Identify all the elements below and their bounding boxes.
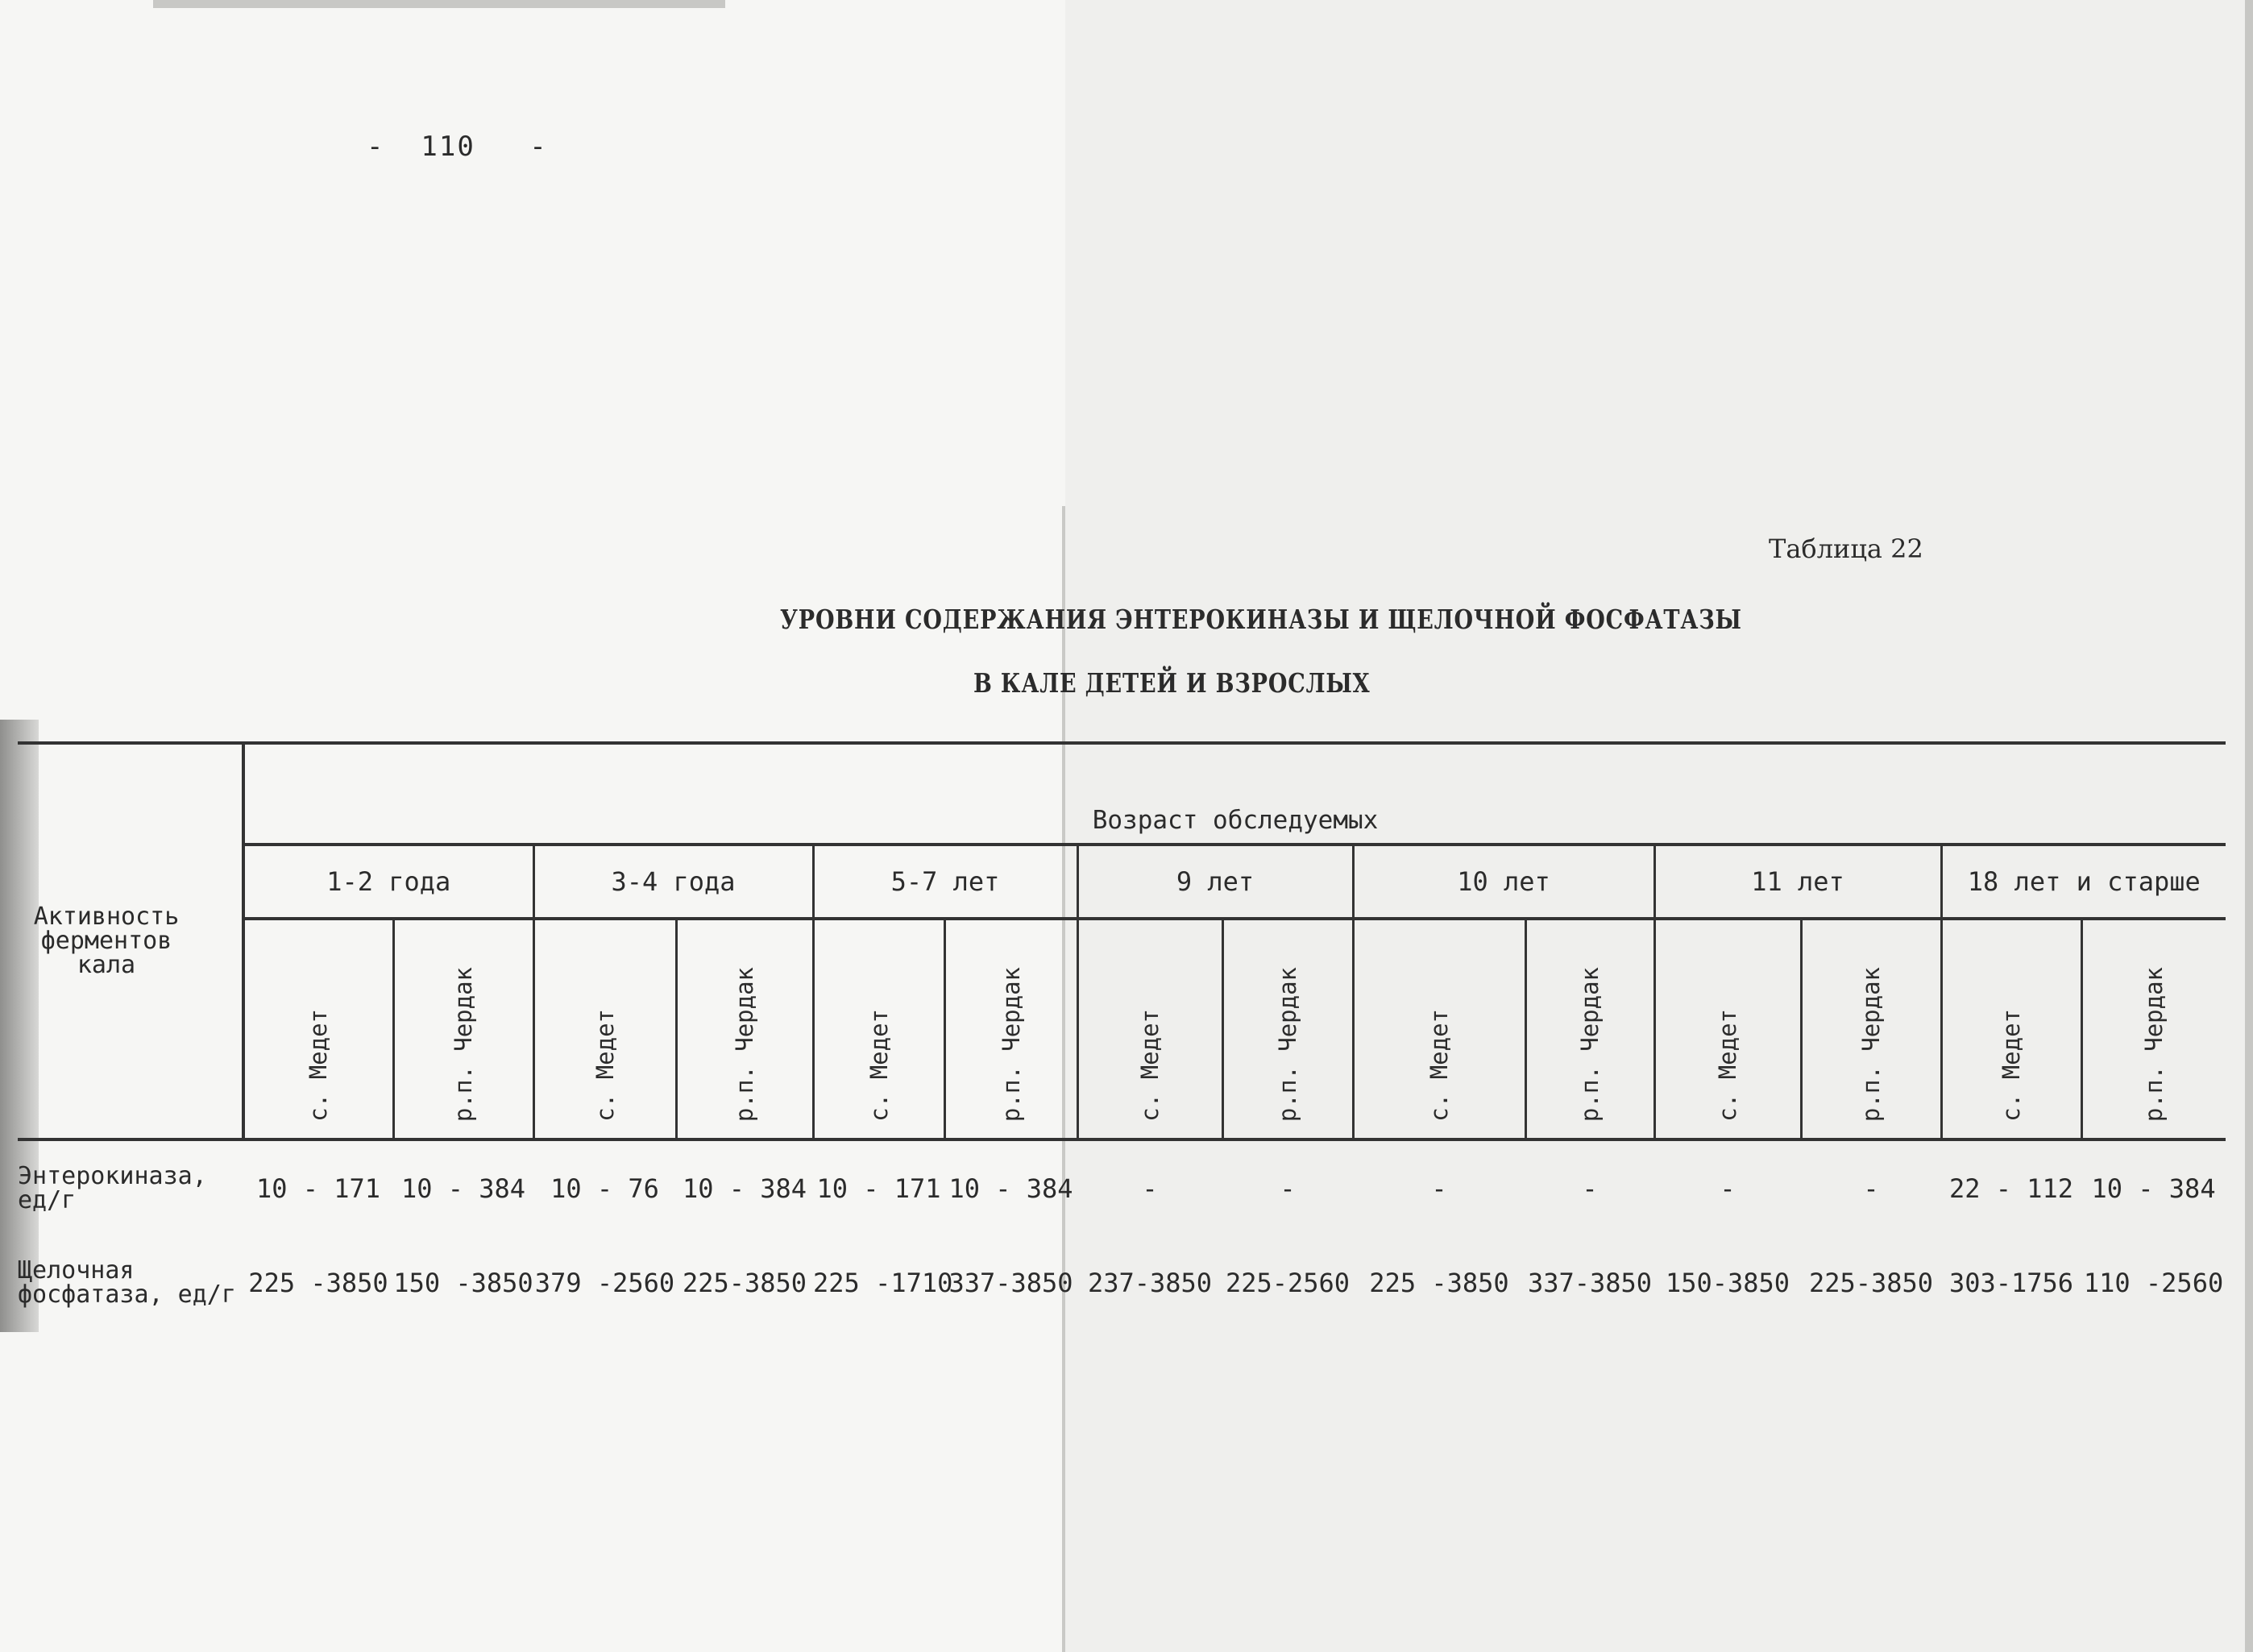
- table-cell: -: [1720, 1173, 1736, 1204]
- table-cell: -: [1280, 1173, 1296, 1204]
- table-cell: -: [1142, 1173, 1158, 1204]
- site-header: [1654, 919, 1801, 1139]
- site-header: [944, 919, 1077, 1139]
- site-header: [1077, 919, 1222, 1139]
- table-cell: -: [1863, 1173, 1879, 1204]
- age-header-10: 10 лет: [1353, 845, 1654, 919]
- table-cell: 237-3850: [1087, 1267, 1213, 1298]
- site-label: р.п. Чердак: [1576, 966, 1604, 1122]
- site-label: р.п. Чердак: [450, 966, 477, 1122]
- table-cell: 225-2560: [1225, 1267, 1351, 1298]
- site-label: р.п. Чердак: [1274, 966, 1301, 1122]
- table-cell: 225 -3850: [248, 1267, 388, 1298]
- table-cell: 303-1756: [1948, 1267, 2074, 1298]
- table-cell: 379 -2560: [534, 1267, 675, 1298]
- table-cell: 110 -2560: [2083, 1267, 2224, 1298]
- table-cell: -: [1582, 1173, 1598, 1204]
- table-cell: 225 -3850: [1369, 1267, 1509, 1298]
- age-header-5-7: 5-7 лет: [813, 845, 1077, 919]
- row-label-alkaline-phosphatase: Щелочная фосфатаза, ед/г: [18, 1256, 236, 1309]
- site-label: с. Медет: [591, 1009, 619, 1122]
- table-title-line-2: В КАЛЕ ДЕТЕЙ И ВЗРОСЛЫХ: [973, 667, 1371, 699]
- age-group-header: [243, 743, 2226, 845]
- site-label: р.п. Чердак: [997, 966, 1025, 1122]
- table-cell: 150 -3850: [393, 1267, 533, 1298]
- table-cell: 10 - 384: [2091, 1173, 2216, 1204]
- site-label: р.п. Чердак: [731, 966, 758, 1122]
- corner-header-text: Активность ферментов кала: [33, 903, 180, 979]
- site-header: [676, 919, 813, 1139]
- table-cell: 10 - 76: [550, 1173, 659, 1204]
- site-header: [243, 919, 393, 1139]
- site-header: [1353, 919, 1525, 1139]
- site-header: [1801, 919, 1941, 1139]
- table-cell: 225-3850: [682, 1267, 807, 1298]
- age-header-3-4: 3-4 года: [533, 845, 813, 919]
- table-title-line-1: УРОВНИ СОДЕРЖАНИЯ ЭНТЕРОКИНАЗЫ И ЩЕЛОЧНОЙ ФОСФАТАЗЫ: [780, 604, 1742, 635]
- table-row-alkaline-phosphatase: [18, 1235, 2226, 1330]
- top-scan-smudge: [153, 0, 725, 8]
- table-cell: 10 - 384: [682, 1173, 807, 1204]
- site-header: [1525, 919, 1654, 1139]
- site-label: р.п. Чердак: [2140, 966, 2168, 1122]
- site-label: с. Медет: [1136, 1009, 1164, 1122]
- site-header: [393, 919, 533, 1139]
- site-header: [533, 919, 676, 1139]
- site-label: р.п. Чердак: [1857, 966, 1885, 1122]
- table-cell: 150-3850: [1665, 1267, 1790, 1298]
- site-label: с. Медет: [1425, 1009, 1453, 1122]
- table-cell: 22 - 112: [1948, 1173, 2074, 1204]
- site-header: [2081, 919, 2226, 1139]
- site-label: с. Медет: [1714, 1009, 1741, 1122]
- site-header: [1222, 919, 1353, 1139]
- age-header-1-2: 1-2 года: [243, 845, 533, 919]
- page-number: - 110 -: [367, 131, 548, 163]
- age-header-11: 11 лет: [1654, 845, 1941, 919]
- table-row-enterokinase: [18, 1139, 2226, 1235]
- table-cell: 10 - 384: [948, 1173, 1073, 1204]
- row-label-enterokinase: Энтерокиназа, ед/г: [18, 1161, 207, 1214]
- corner-header-cell: [18, 743, 243, 1139]
- table-cell: 337-3850: [1527, 1267, 1653, 1298]
- data-table-container: [18, 741, 2226, 1330]
- age-header-9: 9 лет: [1077, 845, 1353, 919]
- right-edge-shadow: [2245, 0, 2253, 1652]
- site-header: [813, 919, 944, 1139]
- enzyme-levels-table: [18, 741, 2226, 1330]
- site-label: с. Медет: [1998, 1009, 2025, 1122]
- table-cell: 225-3850: [1808, 1267, 1934, 1298]
- age-group-header-text: Возраст обследуемых: [1092, 806, 1379, 835]
- table-label: Таблица 22: [1769, 533, 1923, 564]
- site-label: с. Медет: [305, 1009, 333, 1122]
- table-cell: -: [1431, 1173, 1447, 1204]
- table-cell: 10 - 384: [400, 1173, 526, 1204]
- table-cell: 225 -1710: [813, 1267, 953, 1298]
- site-label: с. Медет: [865, 1009, 893, 1122]
- site-header: [1941, 919, 2081, 1139]
- table-cell: 10 - 171: [816, 1173, 941, 1204]
- age-header-18-plus: 18 лет и старше: [1941, 845, 2226, 919]
- table-cell: 337-3850: [948, 1267, 1073, 1298]
- table-cell: 10 - 171: [255, 1173, 381, 1204]
